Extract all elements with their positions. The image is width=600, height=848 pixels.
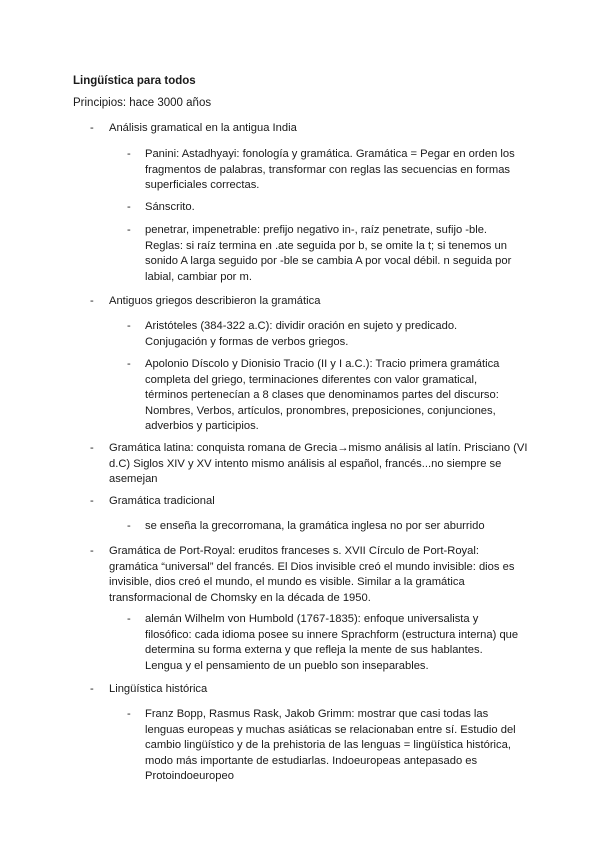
bullet-dash: - [127, 320, 131, 332]
bullet-dash: - [127, 613, 131, 625]
sub-item-text: Aristóteles (384-322 a.C): dividir oración en sujeto y predicado. Conjugación y formas de verbos griegos. [145, 320, 458, 348]
document-subtitle: Principios: hace 3000 años [73, 97, 212, 109]
sub-item-text: Sánscrito. [145, 201, 195, 213]
section-text: Lingüística histórica [109, 683, 208, 695]
bullet-dash: - [90, 545, 94, 557]
sub-item-text: se enseña la grecorromana, la gramática inglesa no por ser aburrido [145, 520, 485, 532]
sub-item-text: alemán Wilhelm von Humbold (1767-1835): enfoque universalista y filosófico: cada idioma posee su innere Sprachform (estructura interna) que determina su forma externa y que refleja la mente de sus hablantes. Lengua y el pensamiento de un pueblo son inseparables. [145, 613, 519, 672]
sub-item-text: penetrar, impenetrable: prefijo negativo in-, raíz penetrate, sufijo -ble. Reglas: si raíz termina en .ate seguida por b, se omite la t; si tenemos un sonido A larga seguido por -ble se cambia A por vocal débil. n seguida por labial, cambiar por m. [145, 224, 512, 283]
sub-item [127, 147, 527, 194]
section-item [90, 494, 530, 510]
section-text: Gramática latina: conquista romana de Grecia→mismo análisis al latín. Prisciano (VI d.C) Siglos XIV y XV intento mismo análisis al español, francés...no siempre se asemejan [109, 442, 528, 485]
bullet-dash: - [90, 295, 94, 307]
bullet-dash: - [127, 148, 131, 160]
section-text: Gramática de Port-Royal: eruditos franceses s. XVII Círculo de Port-Royal: gramática “universal” del francés. El Dios invisible creó el mundo invisible: dios es invisible, dios creó el mundo, el mundo es visible. Similar a la gramática transformacional de Chomsky en la década de 1950. [109, 545, 515, 604]
sub-item [127, 612, 527, 674]
section-item [90, 441, 530, 488]
bullet-dash: - [90, 442, 94, 454]
sub-item [127, 357, 527, 435]
bullet-dash: - [90, 122, 94, 134]
sub-item-text: Apolonio Díscolo y Dionisio Tracio (II y I a.C.): Tracio primera gramática completa del griego, terminaciones diferentes con valor gramatical, términos pertenecían a 8 clases que denominamos partes del discurso: Nombres, Verbos, artículos, pronombres, preposiciones, conjunciones, adverbios y participios. [145, 358, 500, 432]
bullet-dash: - [127, 520, 131, 532]
section-item [90, 682, 530, 698]
section-text: Análisis gramatical en la antigua India [109, 122, 297, 134]
section-item [90, 294, 530, 310]
sub-item-text: Franz Bopp, Rasmus Rask, Jakob Grimm: mostrar que casi todas las lenguas europeas y muchas asiáticas se relacionaban entre sí. Estudio del cambio lingüístico y de la prehistoria de las lenguas = lingüística histórica, modo más importante de estudiarlas. Indoeuropeas antepasado es Protoindoeuropeo [145, 708, 516, 782]
bullet-dash: - [90, 683, 94, 695]
bullet-dash: - [127, 358, 131, 370]
bullet-dash: - [90, 495, 94, 507]
sub-item [127, 223, 527, 285]
section-text: Antiguos griegos describieron la gramática [109, 295, 321, 307]
sub-item [127, 319, 527, 350]
document-title: Lingüística para todos [73, 75, 196, 87]
section-text: Gramática tradicional [109, 495, 215, 507]
sub-item [127, 200, 527, 216]
bullet-dash: - [127, 224, 131, 236]
section-item [90, 121, 530, 137]
sub-item [127, 707, 527, 785]
section-item [90, 544, 530, 606]
bullet-dash: - [127, 708, 131, 720]
bullet-dash: - [127, 201, 131, 213]
sub-item [127, 519, 527, 535]
sub-item-text: Panini: Astadhyayi: fonología y gramática. Gramática = Pegar en orden los fragmentos de palabras, transformar con reglas las secuencias en formas superficiales correctas. [145, 148, 515, 191]
